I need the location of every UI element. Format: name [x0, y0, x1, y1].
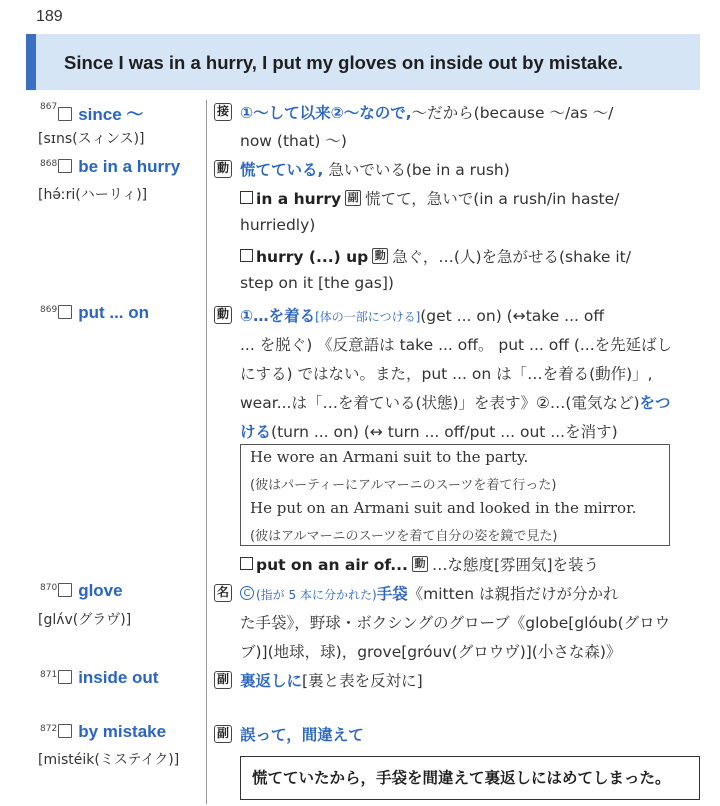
phrase: in a hurry: [256, 190, 342, 208]
entry-870-headword: [40, 581, 123, 601]
headword-text: be in a hurry: [78, 157, 181, 176]
def-text: wear...は「…を着ている(状態)」を表す》②…(電気など): [240, 394, 640, 412]
checkbox-icon[interactable]: [58, 159, 72, 173]
entry-869-def-line2: ... を脱ぐ) 《反意語は take ... off。 put ... off (...を先延ばし: [240, 336, 673, 354]
pos-adv-icon: 副: [214, 725, 232, 743]
entry-872-pronunciation: [mistéik(ミステイク)]: [38, 752, 180, 768]
entry-868-def-line3: hurriedly): [240, 216, 316, 234]
example-2-english: He put on an Armani suit and looked in the mirror.: [250, 499, 637, 517]
def-highlight: 誤って，間違えて: [240, 726, 364, 744]
entry-number: 869: [40, 305, 58, 315]
example-2-japanese: (彼はアルマーニのスーツを着て自分の姿を鏡で見た): [250, 529, 558, 544]
entry-number: 867: [40, 102, 58, 112]
pos-verb-icon: 動: [372, 248, 388, 264]
entry-868-def-line5: step on it [the gas]): [240, 274, 394, 292]
entry-872-def-line1: [240, 723, 364, 745]
def-note: (指が 5 本に分かれた): [256, 588, 377, 602]
def-highlight: ①…を着る: [240, 307, 316, 325]
pos-noun-icon: 名: [214, 584, 232, 602]
countable-icon: C: [240, 586, 254, 600]
entry-869-def-line4: [240, 391, 671, 413]
entry-871-def-line1: [240, 669, 423, 691]
entry-870-def-line3: ブ)](地球，球)，grove[gróuv(グロウヴ)](小さな森)》: [240, 643, 622, 661]
checkbox-icon[interactable]: [58, 670, 72, 684]
entry-869-headword: [40, 303, 149, 323]
headword-text: glove: [78, 581, 123, 600]
phrase: hurry (...) up: [256, 248, 369, 266]
checkbox-icon[interactable]: [58, 305, 72, 319]
pos-adv-icon: 副: [214, 671, 232, 689]
def-highlight: ける: [240, 423, 272, 441]
title-sentence: Since I was in a hurry, I put my gloves on inside out by mistake.: [64, 52, 623, 73]
example-1-japanese: (彼はパーティーにアルマーニのスーツを着て行った): [250, 478, 557, 493]
entry-868-def-line2: [240, 187, 619, 209]
headword-text: put ... on: [78, 303, 150, 322]
entry-868-def-line4: [240, 245, 631, 267]
entry-867-pronunciation: [sɪns(スィンス)]: [38, 131, 145, 147]
headword-text: since ～: [78, 105, 144, 124]
pos-conj-icon: 接: [214, 103, 232, 121]
def-text: 急いでいる(be in a rush): [328, 161, 510, 179]
def-highlight: をつ: [639, 394, 671, 412]
entry-number: 870: [40, 583, 58, 593]
phrase: put on an air of...: [256, 556, 408, 574]
sub-checkbox-icon: [240, 249, 253, 262]
entry-870-pronunciation: [glʌ́v(グラヴ)]: [38, 612, 132, 628]
checkbox-icon[interactable]: [58, 107, 72, 121]
entry-number: 872: [40, 724, 58, 734]
def-highlight: 手袋: [376, 585, 408, 603]
def-text: …な態度[雰囲気]を装う: [431, 556, 600, 574]
entry-871-headword: [40, 668, 158, 688]
pos-verb-icon: 動: [214, 160, 232, 178]
pos-verb-icon: 動: [412, 556, 428, 572]
def-highlight: 慌てている,: [240, 161, 324, 179]
def-text: [裏と表を反対に]: [302, 672, 423, 690]
sub-checkbox-icon: [240, 191, 253, 204]
pos-verb-icon: 動: [214, 306, 232, 324]
entry-872-headword: [40, 722, 166, 742]
def-text: 急ぐ，…(人)を急がせる(shake it/: [392, 248, 631, 266]
page-number: 189: [36, 8, 63, 25]
entry-number: 871: [40, 670, 58, 680]
entry-870-def-line1: [240, 582, 619, 604]
def-note: [体の一部につける]: [315, 310, 421, 324]
entry-869-def-line3: にする) ではない。また，put ... on は「…を着る(動作)」,: [240, 365, 653, 383]
def-highlight: 裏返しに: [240, 672, 303, 690]
column-divider: [206, 100, 207, 804]
entry-868-headword: [40, 157, 180, 177]
sub-checkbox-icon: [240, 557, 253, 570]
entry-868-pronunciation: [hə́ːri(ハーリィ)]: [38, 187, 148, 203]
entry-869-def-line5: [240, 420, 618, 442]
checkbox-icon[interactable]: [58, 583, 72, 597]
entry-867-headword: [40, 100, 143, 125]
headword-text: inside out: [78, 668, 159, 687]
headword-text: by mistake: [78, 722, 167, 741]
def-highlight: ①～して以来②～なので,: [240, 104, 412, 122]
def-text: 慌てて，急いで(in a rush/in haste/: [365, 190, 620, 208]
checkbox-icon[interactable]: [58, 724, 72, 738]
entry-867-def-line1: [240, 101, 613, 123]
def-text: (turn ... on) (↔ turn ... off/put ... out ...を消す): [271, 423, 618, 441]
pos-adv-icon: 副: [345, 190, 361, 206]
example-1-english: He wore an Armani suit to the party.: [250, 448, 529, 466]
def-text: 《mitten は親指だけが分かれ: [407, 585, 619, 603]
entry-number: 868: [40, 159, 58, 169]
entry-869-def-line6: [240, 553, 599, 575]
entry-868-def-line1: [240, 158, 510, 180]
answer-translation: 慌てていたから，手袋を間違えて裏返しにはめてしまった。: [252, 769, 671, 787]
entry-869-def-line1: [240, 304, 604, 326]
def-text: ～だから(because ～/as ～/: [411, 104, 614, 122]
entry-870-def-line2: た手袋》，野球・ボクシングのグローブ《globe[glóub(グロウ: [240, 614, 671, 632]
entry-867-def-line2: now (that) ～): [240, 132, 347, 150]
def-text: (get ... on) (↔take ... off: [420, 307, 605, 325]
